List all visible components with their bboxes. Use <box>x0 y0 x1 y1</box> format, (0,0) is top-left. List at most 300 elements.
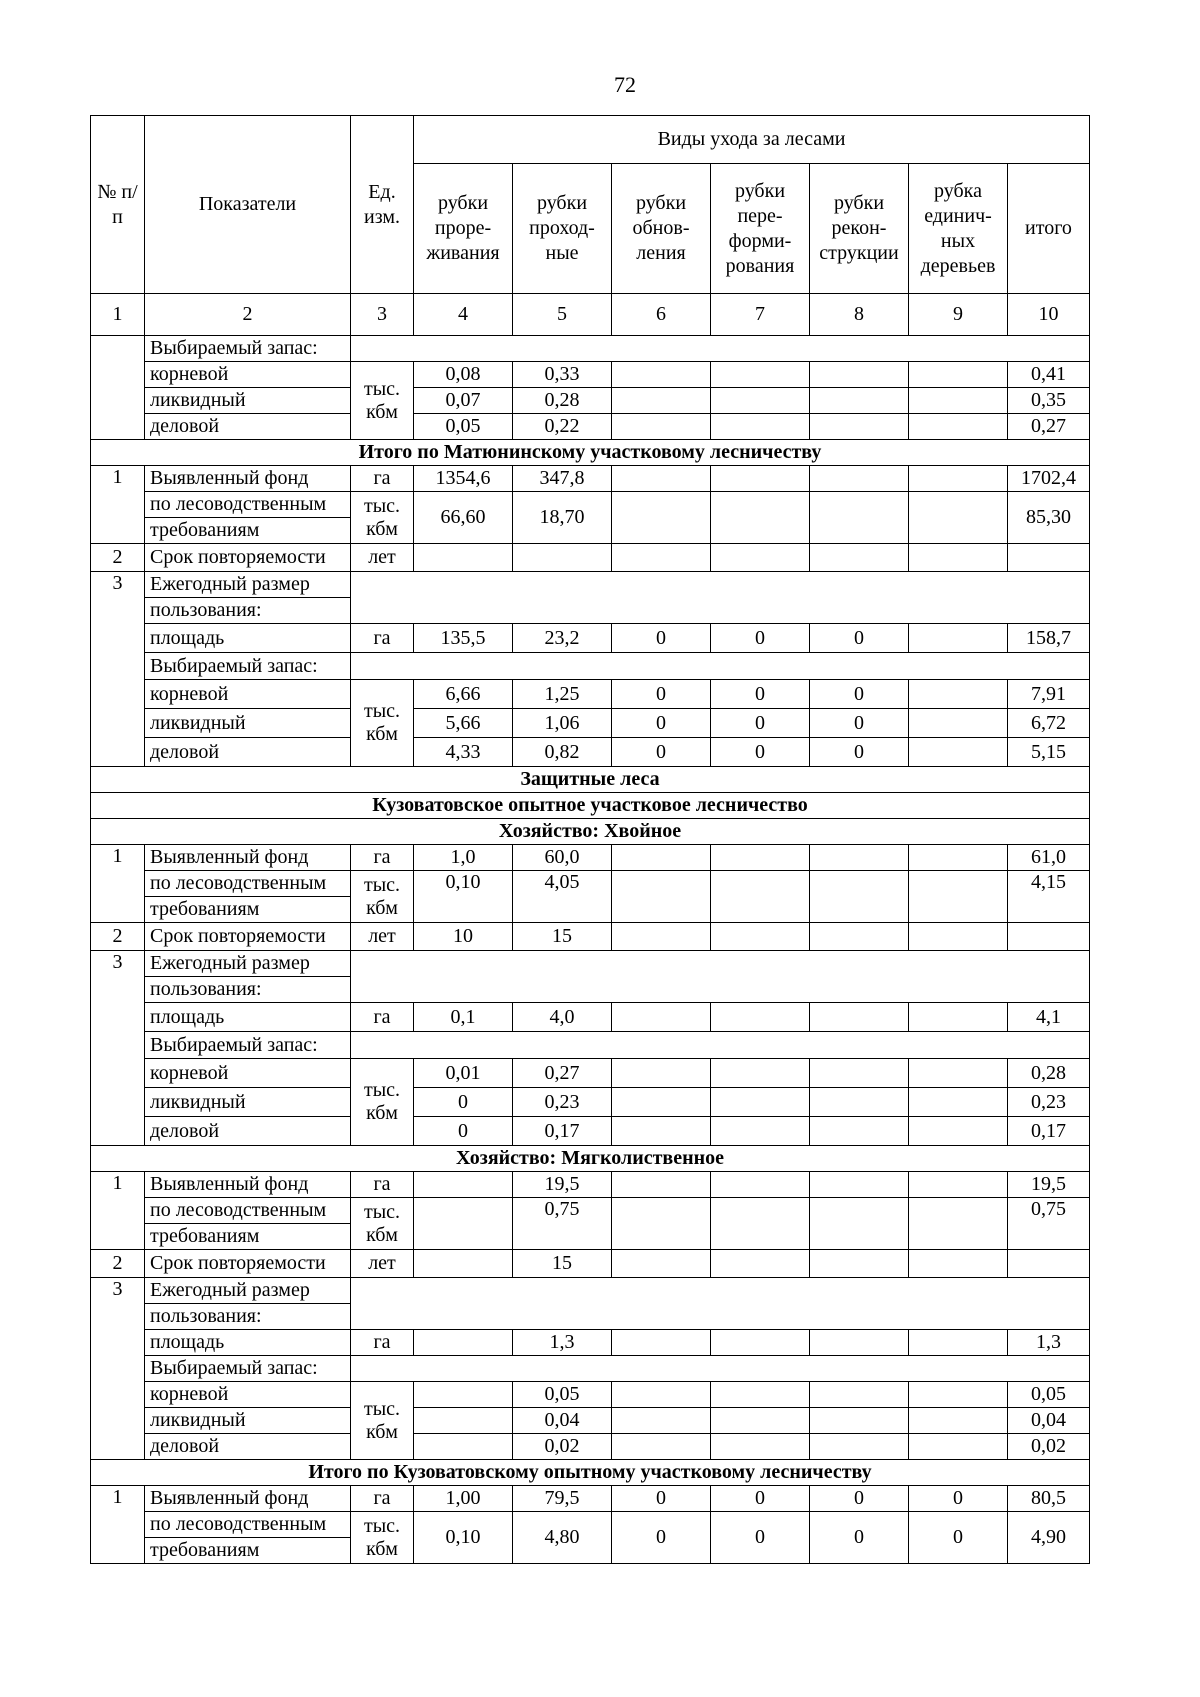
value-cell <box>909 492 1008 544</box>
value-cell: 0,05 <box>414 414 513 440</box>
table-row <box>91 1278 1090 1304</box>
table-row <box>91 466 1090 492</box>
value-cell: 0 <box>711 738 810 767</box>
value-cell <box>810 388 909 414</box>
value-cell <box>810 1059 909 1088</box>
value-cell: 0,33 <box>513 362 612 388</box>
col-number: 8 <box>810 294 909 336</box>
col-number: 10 <box>1008 294 1090 336</box>
table-row <box>91 1059 1090 1088</box>
table-row <box>91 845 1090 871</box>
value-cell <box>414 544 513 572</box>
indicator-label: требованиям <box>145 518 351 544</box>
indicator-label: ликвидный <box>145 1408 351 1434</box>
row-number-cell: 1 <box>91 466 145 544</box>
indicator-label: ликвидный <box>145 1088 351 1117</box>
row-number-cell: 2 <box>91 923 145 951</box>
section-title: Хозяйство: Мягколиственное <box>91 1146 1090 1172</box>
value-cell: 0,23 <box>513 1088 612 1117</box>
value-cell: 5,66 <box>414 709 513 738</box>
indicator-label: Ежегодный размер <box>145 572 351 598</box>
value-cell <box>810 492 909 544</box>
header-col-8: рубки рекон-струкции <box>810 164 909 294</box>
value-cell <box>414 1382 513 1408</box>
indicator-label: по лесоводственным <box>145 1198 351 1224</box>
indicator-label: Выбираемый запас: <box>145 1032 351 1059</box>
table-row <box>91 1356 1090 1382</box>
value-cell <box>810 1434 909 1460</box>
table-row <box>91 1172 1090 1198</box>
value-cell <box>810 1382 909 1408</box>
indicator-label: по лесоводственным <box>145 871 351 897</box>
value-cell: 0,01 <box>414 1059 513 1088</box>
value-cell <box>711 1088 810 1117</box>
value-cell: 0 <box>711 624 810 653</box>
row-number-cell: 1 <box>91 845 145 923</box>
col-number: 3 <box>351 294 414 336</box>
indicator-label: деловой <box>145 414 351 440</box>
value-cell: 0 <box>810 680 909 709</box>
value-cell <box>711 1250 810 1278</box>
value-cell: 0,27 <box>1008 414 1090 440</box>
value-cell: 0 <box>612 709 711 738</box>
value-cell <box>711 1434 810 1460</box>
indicator-label: пользования: <box>145 598 351 624</box>
value-cell <box>909 871 1008 923</box>
indicator-label: площадь <box>145 1330 351 1356</box>
value-cell <box>612 845 711 871</box>
header-unit: Ед. изм. <box>351 116 414 294</box>
empty-cell <box>351 572 1090 624</box>
value-cell: 4,33 <box>414 738 513 767</box>
value-cell: 0,05 <box>513 1382 612 1408</box>
value-cell <box>1008 544 1090 572</box>
section-title: Кузоватовское опытное участковое лесничество <box>91 793 1090 819</box>
row-number-cell: 1 <box>91 1486 145 1564</box>
value-cell: 347,8 <box>513 466 612 492</box>
unit-cell: тыс. кбм <box>351 871 414 923</box>
value-cell: 0,05 <box>1008 1382 1090 1408</box>
unit-cell: га <box>351 845 414 871</box>
value-cell <box>810 1003 909 1032</box>
value-cell <box>909 709 1008 738</box>
value-cell <box>612 1382 711 1408</box>
row-number-cell: 1 <box>91 1172 145 1250</box>
value-cell: 0 <box>711 709 810 738</box>
indicator-label: Выявленный фонд <box>145 466 351 492</box>
table-row <box>91 1198 1090 1224</box>
table-row <box>91 388 1090 414</box>
header-col-6: рубки обнов-ления <box>612 164 711 294</box>
value-cell: 0,75 <box>1008 1198 1090 1250</box>
value-cell <box>810 362 909 388</box>
value-cell: 1,0 <box>414 845 513 871</box>
indicator-label: деловой <box>145 738 351 767</box>
value-cell <box>909 1172 1008 1198</box>
value-cell: 0 <box>711 1512 810 1564</box>
section-row <box>91 793 1090 819</box>
value-cell: 0 <box>414 1117 513 1146</box>
row-number-cell: 2 <box>91 1250 145 1278</box>
value-cell: 0,10 <box>414 1512 513 1564</box>
table-row <box>91 923 1090 951</box>
header-col-4: рубки проре-живания <box>414 164 513 294</box>
header-col-9: рубка единич-ных деревьев <box>909 164 1008 294</box>
value-cell <box>612 1198 711 1250</box>
table-row <box>91 1486 1090 1512</box>
value-cell <box>612 923 711 951</box>
value-cell <box>810 1408 909 1434</box>
value-cell <box>810 1330 909 1356</box>
value-cell: 0,10 <box>414 871 513 923</box>
row-number-cell: 3 <box>91 951 145 1146</box>
value-cell <box>810 544 909 572</box>
col-number: 4 <box>414 294 513 336</box>
value-cell: 66,60 <box>414 492 513 544</box>
value-cell: 0,27 <box>513 1059 612 1088</box>
row-number-cell: 2 <box>91 544 145 572</box>
value-cell: 0 <box>612 624 711 653</box>
value-cell: 0 <box>810 709 909 738</box>
section-title: Итого по Матюнинскому участковому лесничеству <box>91 440 1090 466</box>
value-cell <box>1008 923 1090 951</box>
value-cell: 4,15 <box>1008 871 1090 923</box>
value-cell: 0,22 <box>513 414 612 440</box>
value-cell: 0,28 <box>1008 1059 1090 1088</box>
unit-cell: тыс. кбм <box>351 362 414 440</box>
value-cell <box>612 1117 711 1146</box>
value-cell <box>810 1198 909 1250</box>
unit-cell: га <box>351 1172 414 1198</box>
value-cell: 80,5 <box>1008 1486 1090 1512</box>
indicator-label: корневой <box>145 362 351 388</box>
value-cell <box>612 1434 711 1460</box>
indicator-label: ликвидный <box>145 388 351 414</box>
value-cell <box>909 544 1008 572</box>
table-row <box>91 653 1090 680</box>
table-row <box>91 414 1090 440</box>
indicator-label: корневой <box>145 680 351 709</box>
value-cell: 0,08 <box>414 362 513 388</box>
value-cell: 0 <box>711 1486 810 1512</box>
value-cell: 0 <box>711 680 810 709</box>
value-cell <box>711 466 810 492</box>
indicator-label: площадь <box>145 1003 351 1032</box>
row-number-cell: 3 <box>91 1278 145 1460</box>
value-cell <box>711 1172 810 1198</box>
value-cell <box>810 466 909 492</box>
table-row <box>91 738 1090 767</box>
value-cell <box>414 1198 513 1250</box>
value-cell <box>711 1117 810 1146</box>
value-cell <box>612 1172 711 1198</box>
col-number: 1 <box>91 294 145 336</box>
col-number: 9 <box>909 294 1008 336</box>
table-row <box>91 951 1090 977</box>
value-cell: 18,70 <box>513 492 612 544</box>
value-cell: 4,80 <box>513 1512 612 1564</box>
value-cell <box>909 1003 1008 1032</box>
value-cell <box>711 414 810 440</box>
value-cell: 5,15 <box>1008 738 1090 767</box>
value-cell <box>909 1382 1008 1408</box>
indicator-label: Ежегодный размер <box>145 951 351 977</box>
indicator-label: ликвидный <box>145 709 351 738</box>
value-cell: 61,0 <box>1008 845 1090 871</box>
value-cell <box>612 362 711 388</box>
value-cell: 0,1 <box>414 1003 513 1032</box>
header-indicators: Показатели <box>145 116 351 294</box>
value-cell <box>612 1088 711 1117</box>
indicator-label: Срок повторяемости <box>145 923 351 951</box>
unit-cell: тыс. кбм <box>351 680 414 767</box>
unit-cell: тыс. кбм <box>351 1512 414 1564</box>
unit-cell: га <box>351 1003 414 1032</box>
value-cell <box>810 414 909 440</box>
value-cell: 0,28 <box>513 388 612 414</box>
table-row <box>91 492 1090 518</box>
unit-cell: тыс. кбм <box>351 1198 414 1250</box>
value-cell: 0,17 <box>513 1117 612 1146</box>
value-cell <box>810 1117 909 1146</box>
value-cell <box>612 466 711 492</box>
empty-cell <box>351 951 1090 1003</box>
section-row <box>91 819 1090 845</box>
indicator-label: Выявленный фонд <box>145 845 351 871</box>
value-cell: 0,41 <box>1008 362 1090 388</box>
empty-cell <box>351 653 1090 680</box>
value-cell <box>711 1330 810 1356</box>
value-cell <box>909 1330 1008 1356</box>
indicator-label: пользования: <box>145 1304 351 1330</box>
value-cell: 79,5 <box>513 1486 612 1512</box>
value-cell <box>909 845 1008 871</box>
value-cell <box>612 492 711 544</box>
unit-cell: тыс. кбм <box>351 492 414 544</box>
indicator-label: Выявленный фонд <box>145 1172 351 1198</box>
col-number: 6 <box>612 294 711 336</box>
table-row <box>91 1408 1090 1434</box>
value-cell <box>711 923 810 951</box>
value-cell: 0,07 <box>414 388 513 414</box>
value-cell: 0 <box>810 1512 909 1564</box>
unit-cell: га <box>351 466 414 492</box>
value-cell <box>909 1117 1008 1146</box>
unit-cell: га <box>351 1486 414 1512</box>
value-cell <box>909 1198 1008 1250</box>
value-cell <box>1008 1250 1090 1278</box>
indicator-label: пользования: <box>145 977 351 1003</box>
unit-cell: тыс. кбм <box>351 1382 414 1460</box>
value-cell <box>810 845 909 871</box>
value-cell: 19,5 <box>513 1172 612 1198</box>
value-cell <box>711 1408 810 1434</box>
unit-cell: лет <box>351 544 414 572</box>
value-cell <box>414 1330 513 1356</box>
value-cell <box>612 1408 711 1434</box>
value-cell <box>909 738 1008 767</box>
col-number: 5 <box>513 294 612 336</box>
indicator-label: корневой <box>145 1059 351 1088</box>
value-cell <box>909 362 1008 388</box>
value-cell: 0,02 <box>513 1434 612 1460</box>
page-number: 72 <box>614 72 636 97</box>
value-cell: 0 <box>909 1512 1008 1564</box>
empty-cell <box>351 336 1090 362</box>
indicator-label: деловой <box>145 1117 351 1146</box>
value-cell: 4,90 <box>1008 1512 1090 1564</box>
value-cell <box>909 923 1008 951</box>
value-cell <box>810 871 909 923</box>
value-cell: 85,30 <box>1008 492 1090 544</box>
value-cell <box>909 680 1008 709</box>
value-cell <box>810 1172 909 1198</box>
value-cell: 1,3 <box>1008 1330 1090 1356</box>
value-cell: 15 <box>513 923 612 951</box>
indicator-label: требованиям <box>145 1224 351 1250</box>
value-cell <box>909 414 1008 440</box>
value-cell <box>513 544 612 572</box>
table-row <box>91 709 1090 738</box>
indicator-label: Выбираемый запас: <box>145 1356 351 1382</box>
table-row <box>91 1250 1090 1278</box>
indicator-label: требованиям <box>145 1538 351 1564</box>
table-row <box>91 1382 1090 1408</box>
value-cell: 0 <box>909 1486 1008 1512</box>
value-cell: 1354,6 <box>414 466 513 492</box>
value-cell: 1,00 <box>414 1486 513 1512</box>
indicator-label: по лесоводственным <box>145 1512 351 1538</box>
unit-cell: лет <box>351 923 414 951</box>
empty-cell <box>351 1032 1090 1059</box>
value-cell <box>909 1408 1008 1434</box>
value-cell <box>414 1408 513 1434</box>
value-cell: 23,2 <box>513 624 612 653</box>
value-cell: 0 <box>414 1088 513 1117</box>
value-cell <box>909 1250 1008 1278</box>
value-cell <box>711 492 810 544</box>
value-cell: 0 <box>810 738 909 767</box>
indicator-label: площадь <box>145 624 351 653</box>
value-cell: 0 <box>810 624 909 653</box>
indicator-label: Срок повторяемости <box>145 1250 351 1278</box>
value-cell: 1,06 <box>513 709 612 738</box>
value-cell <box>711 871 810 923</box>
value-cell: 0,23 <box>1008 1088 1090 1117</box>
value-cell: 1,25 <box>513 680 612 709</box>
header-no: № п/п <box>91 116 145 294</box>
value-cell: 6,72 <box>1008 709 1090 738</box>
header-group-title: Виды ухода за лесами <box>414 116 1090 164</box>
value-cell: 135,5 <box>414 624 513 653</box>
value-cell: 1702,4 <box>1008 466 1090 492</box>
table-row <box>91 624 1090 653</box>
value-cell <box>711 1382 810 1408</box>
value-cell <box>810 923 909 951</box>
header-col-7: рубки пере-форми-рования <box>711 164 810 294</box>
value-cell <box>909 624 1008 653</box>
value-cell <box>810 1250 909 1278</box>
unit-cell: тыс. кбм <box>351 1059 414 1146</box>
table-row <box>91 1003 1090 1032</box>
value-cell: 158,7 <box>1008 624 1090 653</box>
table-row <box>91 1032 1090 1059</box>
value-cell: 0,02 <box>1008 1434 1090 1460</box>
value-cell <box>612 871 711 923</box>
value-cell <box>711 1059 810 1088</box>
indicator-label: Выбираемый запас: <box>145 653 351 680</box>
row-number-cell <box>91 336 145 440</box>
section-row <box>91 767 1090 793</box>
unit-cell: лет <box>351 1250 414 1278</box>
section-title: Итого по Кузоватовскому опытному участковому лесничеству <box>91 1460 1090 1486</box>
table-row <box>91 871 1090 897</box>
value-cell: 0,75 <box>513 1198 612 1250</box>
value-cell: 7,91 <box>1008 680 1090 709</box>
indicator-label: Выбираемый запас: <box>145 336 351 362</box>
value-cell <box>711 845 810 871</box>
table-row <box>91 1434 1090 1460</box>
indicator-label: по лесоводственным <box>145 492 351 518</box>
indicator-label: Выявленный фонд <box>145 1486 351 1512</box>
value-cell: 6,66 <box>414 680 513 709</box>
empty-cell <box>351 1356 1090 1382</box>
indicator-label: требованиям <box>145 897 351 923</box>
value-cell: 0 <box>612 1512 711 1564</box>
section-row <box>91 1460 1090 1486</box>
value-cell <box>414 1172 513 1198</box>
value-cell: 0,04 <box>1008 1408 1090 1434</box>
col-number: 7 <box>711 294 810 336</box>
value-cell <box>909 1088 1008 1117</box>
value-cell <box>612 1003 711 1032</box>
value-cell <box>612 1250 711 1278</box>
unit-cell: га <box>351 1330 414 1356</box>
table-row <box>91 680 1090 709</box>
col-number: 2 <box>145 294 351 336</box>
value-cell <box>414 1434 513 1460</box>
value-cell: 0 <box>810 1486 909 1512</box>
value-cell <box>612 1330 711 1356</box>
value-cell: 19,5 <box>1008 1172 1090 1198</box>
value-cell <box>711 1003 810 1032</box>
table-row <box>91 572 1090 598</box>
value-cell <box>711 362 810 388</box>
value-cell: 10 <box>414 923 513 951</box>
value-cell <box>909 466 1008 492</box>
header-numbers-row <box>91 294 1090 336</box>
table-row <box>91 362 1090 388</box>
value-cell <box>909 388 1008 414</box>
value-cell: 0,17 <box>1008 1117 1090 1146</box>
table-row <box>91 1117 1090 1146</box>
value-cell <box>612 388 711 414</box>
value-cell <box>414 1250 513 1278</box>
section-title: Защитные леса <box>91 767 1090 793</box>
unit-cell: га <box>351 624 414 653</box>
value-cell <box>711 544 810 572</box>
value-cell: 4,05 <box>513 871 612 923</box>
indicator-label: Ежегодный размер <box>145 1278 351 1304</box>
value-cell: 1,3 <box>513 1330 612 1356</box>
table-row <box>91 336 1090 362</box>
table-row <box>91 1512 1090 1538</box>
header-col-5: рубки проход-ные <box>513 164 612 294</box>
value-cell: 4,0 <box>513 1003 612 1032</box>
section-row <box>91 1146 1090 1172</box>
value-cell <box>612 1059 711 1088</box>
value-cell: 0 <box>612 680 711 709</box>
